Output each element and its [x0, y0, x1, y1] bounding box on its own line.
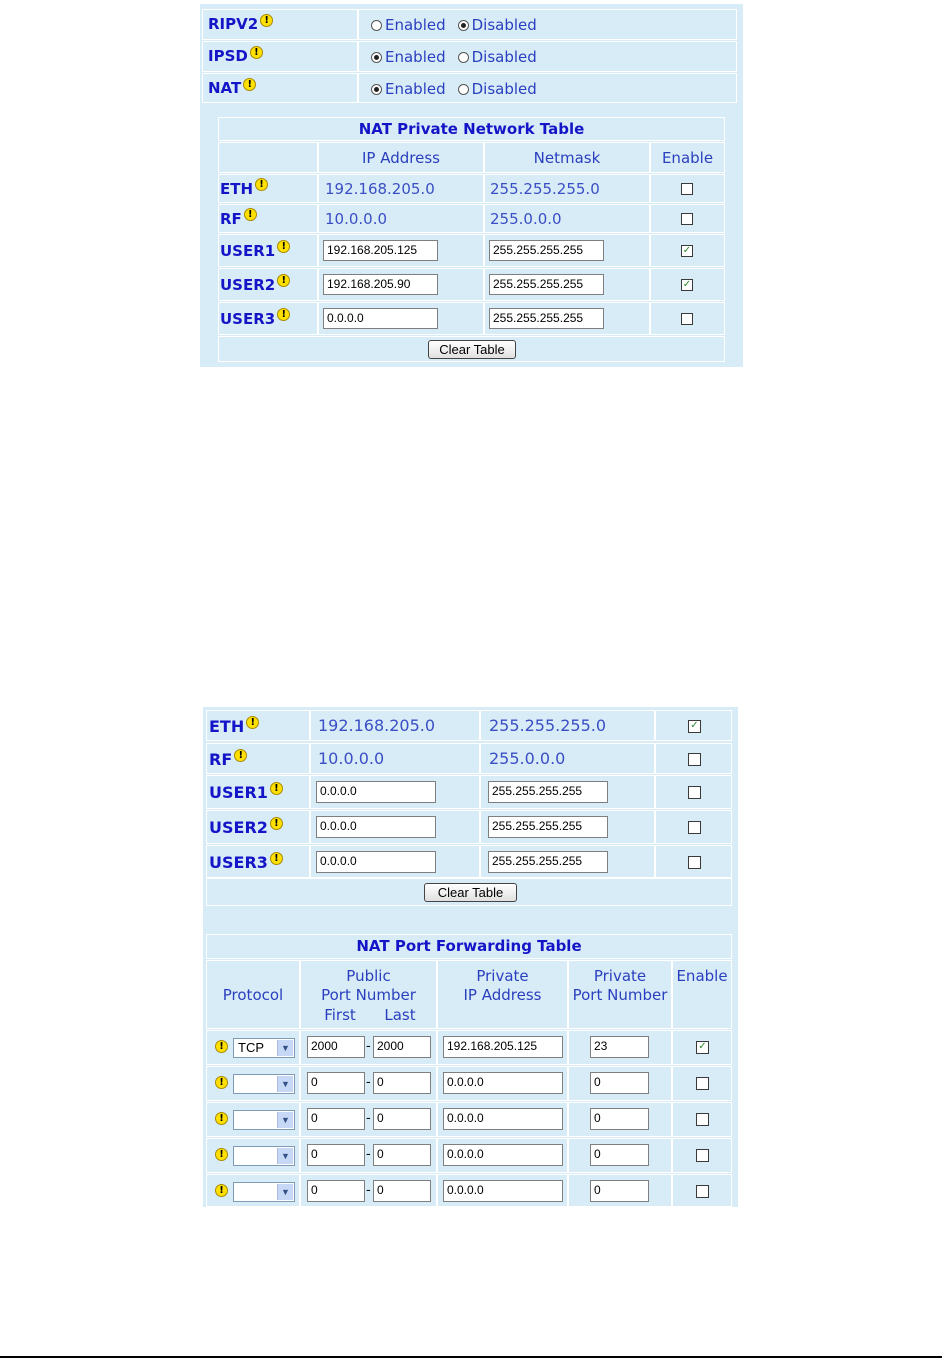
private-ip-input[interactable]: 0.0.0.0 [443, 1108, 563, 1130]
protocol-select[interactable] [233, 1074, 295, 1094]
nat-enabled-radio[interactable] [371, 84, 382, 95]
netmask-input[interactable]: 255.255.255.255 [489, 240, 604, 261]
nat-private-table-title: NAT Private Network Table [358, 120, 585, 138]
enable-checkbox[interactable] [681, 183, 693, 195]
ipsd-radio-group: Enabled Disabled [371, 48, 537, 66]
netmask-value: 255.0.0.0 [490, 210, 562, 228]
nat-label: NAT ! [208, 79, 256, 97]
warning-icon[interactable]: ! [270, 817, 283, 830]
enable-checkbox[interactable] [688, 821, 701, 834]
public-port-last-input[interactable]: 0 [373, 1144, 431, 1166]
warning-icon[interactable]: ! [215, 1184, 228, 1197]
enable-checkbox[interactable] [696, 1149, 709, 1162]
range-dash: - [366, 1183, 371, 1198]
warning-icon[interactable]: ! [243, 78, 256, 91]
warning-icon[interactable]: ! [215, 1112, 228, 1125]
netmask-value: 255.255.255.0 [490, 180, 600, 198]
warning-icon[interactable]: ! [270, 782, 283, 795]
nat-disabled-radio[interactable] [458, 84, 469, 95]
ripv2-enabled-radio[interactable] [371, 20, 382, 31]
nat-port-forwarding-table-title: NAT Port Forwarding Table [356, 937, 582, 955]
range-dash: - [366, 1075, 371, 1090]
ip-input[interactable]: 192.168.205.90 [323, 274, 438, 295]
private-port-input[interactable]: 0 [590, 1108, 649, 1130]
chevron-down-icon: ▼ [277, 1040, 293, 1056]
protocol-select[interactable] [233, 1110, 295, 1130]
chevron-down-icon: ▼ [277, 1148, 293, 1164]
enable-checkbox[interactable] [681, 313, 693, 325]
row-label-user2: USER2 ! [209, 818, 283, 837]
warning-icon[interactable]: ! [246, 716, 259, 729]
private-port-input[interactable]: 23 [590, 1036, 649, 1058]
ip-value: 10.0.0.0 [325, 210, 388, 228]
public-port-last-input[interactable]: 0 [373, 1108, 431, 1130]
public-port-first-input[interactable]: 0 [307, 1180, 365, 1202]
ip-value: 192.168.205.0 [325, 180, 435, 198]
row-label-user3: USER3 ! [220, 310, 290, 328]
enable-checkbox[interactable]: ✓ [682, 278, 692, 290]
ip-input[interactable]: 0.0.0.0 [316, 816, 436, 838]
protocol-header: Protocol [222, 986, 284, 1004]
ip-input[interactable]: 0.0.0.0 [323, 308, 438, 329]
ip-value: 10.0.0.0 [318, 749, 385, 768]
range-dash: - [366, 1147, 371, 1162]
enable-checkbox[interactable] [688, 856, 701, 869]
ripv2-radio-group: Enabled Disabled [371, 16, 537, 34]
ipsd-disabled-radio[interactable] [458, 52, 469, 63]
ip-address-header: IP Address [362, 149, 440, 167]
chevron-down-icon: ▼ [277, 1112, 293, 1128]
ip-value: 192.168.205.0 [318, 716, 436, 735]
private-port-header-line1: Private [593, 967, 647, 985]
warning-icon[interactable]: ! [250, 46, 263, 59]
private-ip-input[interactable]: 192.168.205.125 [443, 1036, 563, 1058]
range-dash: - [366, 1111, 371, 1126]
warning-icon[interactable]: ! [277, 308, 290, 321]
private-ip-input[interactable]: 0.0.0.0 [443, 1072, 563, 1094]
netmask-value: 255.0.0.0 [489, 749, 566, 768]
ripv2-label: RIPV2 ! [208, 15, 273, 33]
public-header-line1: Public [346, 967, 391, 985]
public-port-last-input[interactable]: 0 [373, 1180, 431, 1202]
enable-checkbox[interactable]: ✓ [688, 720, 701, 733]
enable-checkbox[interactable] [696, 1185, 709, 1198]
chevron-down-icon: ▼ [277, 1184, 293, 1200]
ipsd-enabled-radio[interactable] [371, 52, 382, 63]
ip-input[interactable]: 0.0.0.0 [316, 851, 436, 873]
private-port-input[interactable]: 0 [590, 1072, 649, 1094]
ripv2-disabled-radio[interactable] [458, 20, 469, 31]
enable-checkbox[interactable] [688, 786, 701, 799]
netmask-input[interactable]: 255.255.255.255 [488, 816, 608, 838]
warning-icon[interactable]: ! [277, 274, 290, 287]
row-label-rf: RF ! [220, 210, 257, 228]
private-port-input[interactable]: 0 [590, 1144, 649, 1166]
private-ip-input[interactable]: 0.0.0.0 [443, 1144, 563, 1166]
row-label-user2: USER2 ! [220, 276, 290, 294]
row-label-user3: USER3 ! [209, 853, 283, 872]
public-port-first-input[interactable]: 0 [307, 1144, 365, 1166]
netmask-value: 255.255.255.0 [489, 716, 607, 735]
protocol-select[interactable]: TCP ▼ [233, 1038, 295, 1058]
range-dash: - [366, 1039, 371, 1054]
enable-checkbox[interactable] [681, 213, 693, 225]
warning-icon[interactable]: ! [270, 852, 283, 865]
public-port-last-input[interactable]: 0 [373, 1072, 431, 1094]
row-label-eth: ETH ! [209, 717, 259, 736]
public-port-last-input[interactable]: 2000 [373, 1036, 431, 1058]
row-label-rf: RF ! [209, 750, 247, 769]
private-ip-header-line2: IP Address [463, 986, 542, 1004]
private-ip-header-line1: Private [476, 967, 529, 985]
protocol-select[interactable] [233, 1146, 295, 1166]
enable-checkbox[interactable] [696, 1077, 709, 1090]
public-port-first-input[interactable]: 0 [307, 1072, 365, 1094]
enable-checkbox[interactable]: ✓ [696, 1041, 709, 1054]
page-bottom-rule [0, 1356, 942, 1358]
public-header-line2: Port Number [321, 986, 416, 1004]
protocol-select[interactable] [233, 1182, 295, 1202]
private-port-input[interactable]: 0 [590, 1180, 649, 1202]
private-ip-input[interactable]: 0.0.0.0 [443, 1180, 563, 1202]
row-label-user1: USER1 ! [209, 783, 283, 802]
netmask-input[interactable]: 255.255.255.255 [489, 308, 604, 329]
enable-checkbox[interactable] [688, 753, 701, 766]
clear-table-button[interactable]: Clear Table [424, 883, 517, 902]
enable-header: Enable [661, 149, 714, 167]
pf-enable-header: Enable [676, 967, 728, 985]
warning-icon[interactable]: ! [215, 1076, 228, 1089]
public-last-header: Last [384, 1006, 416, 1024]
row-label-user1: USER1 ! [220, 242, 290, 260]
clear-table-button[interactable]: Clear Table [428, 340, 516, 359]
warning-icon[interactable]: ! [215, 1040, 228, 1053]
private-port-header-line2: Port Number [572, 986, 668, 1004]
warning-icon[interactable]: ! [244, 208, 257, 221]
warning-icon[interactable]: ! [260, 14, 273, 27]
ip-input[interactable]: 192.168.205.125 [323, 240, 438, 261]
row-label-eth: ETH ! [220, 180, 268, 198]
netmask-header: Netmask [533, 149, 601, 167]
warning-icon[interactable]: ! [277, 240, 290, 253]
netmask-input[interactable]: 255.255.255.255 [488, 781, 608, 803]
warning-icon[interactable]: ! [234, 749, 247, 762]
ip-input[interactable]: 0.0.0.0 [316, 781, 436, 803]
enable-checkbox[interactable]: ✓ [682, 244, 692, 256]
netmask-input[interactable]: 255.255.255.255 [488, 851, 608, 873]
netmask-input[interactable]: 255.255.255.255 [489, 274, 604, 295]
public-port-first-input[interactable]: 2000 [307, 1036, 365, 1058]
nat-radio-group: Enabled Disabled [371, 80, 537, 98]
ipsd-label: IPSD ! [208, 47, 263, 65]
enable-checkbox[interactable] [696, 1113, 709, 1126]
public-first-header: First [324, 1006, 356, 1024]
warning-icon[interactable]: ! [255, 178, 268, 191]
chevron-down-icon: ▼ [277, 1076, 293, 1092]
public-port-first-input[interactable]: 0 [307, 1108, 365, 1130]
warning-icon[interactable]: ! [215, 1148, 228, 1161]
